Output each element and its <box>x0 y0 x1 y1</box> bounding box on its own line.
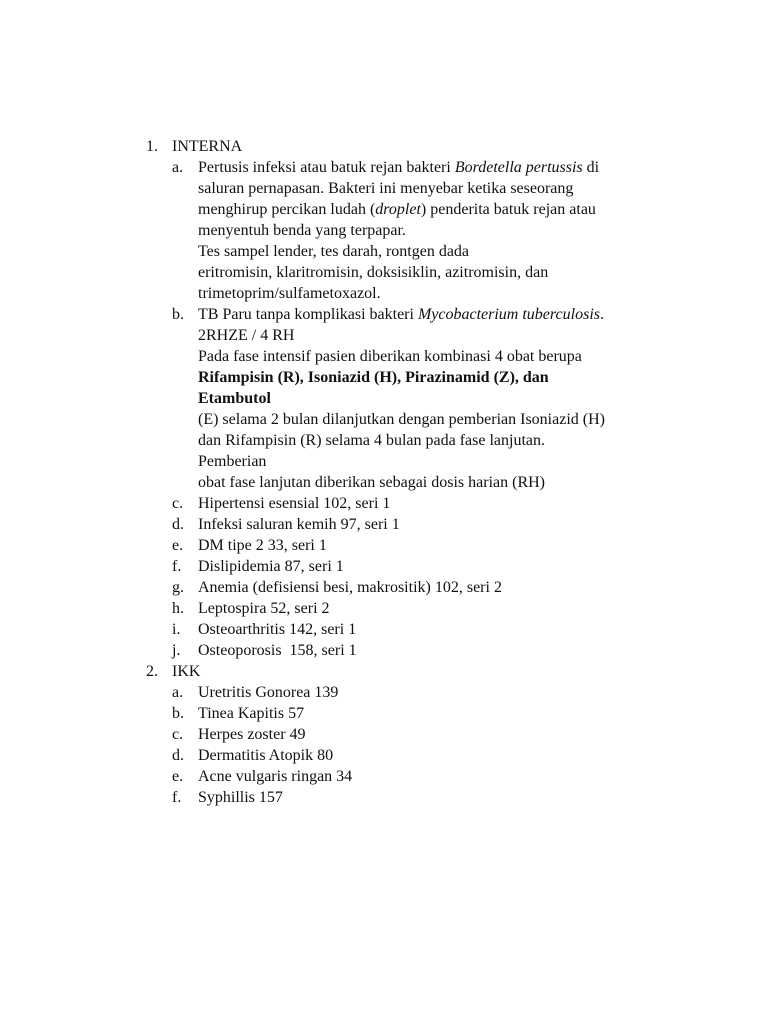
item-letter: e. <box>172 768 184 785</box>
item-line: saluran pernapasan. Bakteri ini menyebar ketika seseorang <box>198 180 574 197</box>
item-line: Uretritis Gonorea 139 <box>198 684 339 701</box>
item-line: TB Paru tanpa komplikasi bakteri Mycobacterium tuberculosis. <box>198 306 604 323</box>
item-line: Dermatitis Atopik 80 <box>198 747 334 764</box>
item-letter: j. <box>172 642 181 659</box>
item-letter: h. <box>172 600 184 617</box>
item-letter: b. <box>172 705 184 722</box>
item-line: Osteoarthritis 142, seri 1 <box>198 621 357 638</box>
item-line: menghirup percikan ludah (droplet) penderita batuk rejan atau <box>198 201 596 218</box>
item-line: Infeksi saluran kemih 97, seri 1 <box>198 516 400 533</box>
item-line-bold: Etambutol <box>198 390 271 407</box>
item-line: Tes sampel lender, tes darah, rontgen dada <box>198 243 470 260</box>
item-line: Acne vulgaris ringan 34 <box>198 768 353 785</box>
item-line: obat fase lanjutan diberikan sebagai dosis harian (RH) <box>198 474 545 491</box>
item-letter: i. <box>172 621 181 638</box>
item-line: Leptospira 52, seri 2 <box>198 600 330 617</box>
section-title: INTERNA <box>172 138 243 155</box>
item-line: Tinea Kapitis 57 <box>198 705 305 722</box>
item-line: Pertusis infeksi atau batuk rejan bakteri Bordetella pertussis di <box>198 159 600 176</box>
item-line: trimetoprim/sulfametoxazol. <box>198 285 381 302</box>
item-letter: g. <box>172 579 184 596</box>
item-letter: c. <box>172 495 184 512</box>
section-title: IKK <box>172 663 201 680</box>
item-letter: b. <box>172 306 184 323</box>
item-letter: f. <box>172 789 182 806</box>
item-letter: c. <box>172 726 184 743</box>
item-line: 2RHZE / 4 RH <box>198 327 295 344</box>
item-line: Pada fase intensif pasien diberikan kombinasi 4 obat berupa <box>198 348 582 365</box>
section-number: 2. <box>146 663 158 680</box>
item-letter: d. <box>172 516 184 533</box>
item-line: Dislipidemia 87, seri 1 <box>198 558 344 575</box>
item-line-bold: Rifampisin (R), Isoniazid (H), Pirazinamid (Z), dan <box>198 369 549 386</box>
item-letter: f. <box>172 558 182 575</box>
item-line: menyentuh benda yang terpapar. <box>198 222 406 239</box>
item-line: dan Rifampisin (R) selama 4 bulan pada fase lanjutan. <box>198 432 546 449</box>
item-line: Anemia (defisiensi besi, makrositik) 102, seri 2 <box>198 579 502 596</box>
item-letter: e. <box>172 537 184 554</box>
item-letter: a. <box>172 159 184 176</box>
item-line: eritromisin, klaritromisin, doksisiklin, azitromisin, dan <box>198 264 549 281</box>
item-line: Herpes zoster 49 <box>198 726 306 743</box>
section-number: 1. <box>146 138 158 155</box>
item-line: Osteoporosis 158, seri 1 <box>198 642 357 659</box>
item-letter: d. <box>172 747 184 764</box>
item-letter: a. <box>172 684 184 701</box>
item-line: Syphillis 157 <box>198 789 283 806</box>
item-line: (E) selama 2 bulan dilanjutkan dengan pemberian Isoniazid (H) <box>198 411 605 428</box>
item-line: DM tipe 2 33, seri 1 <box>198 537 327 554</box>
item-line: Hipertensi esensial 102, seri 1 <box>198 495 391 512</box>
item-line: Pemberian <box>198 453 267 470</box>
